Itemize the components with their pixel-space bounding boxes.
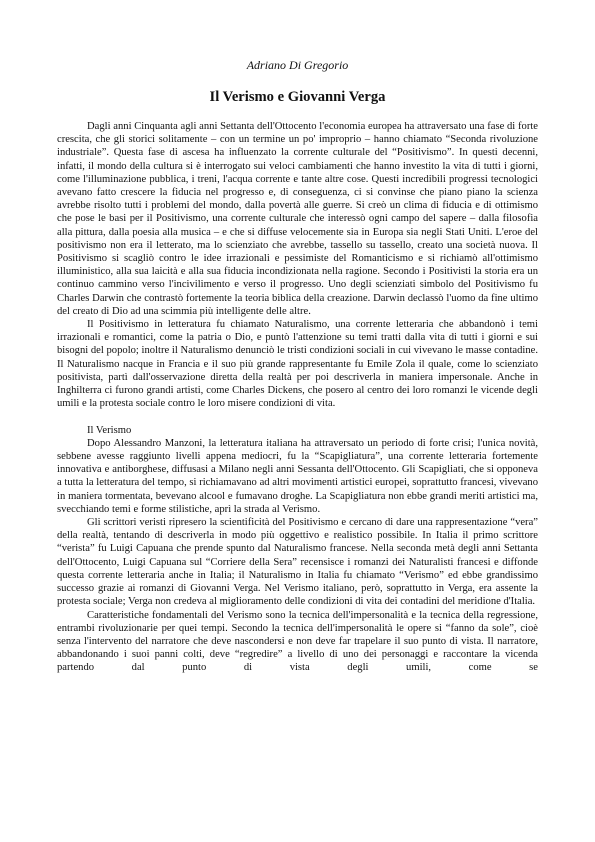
document-body [57, 120, 538, 675]
paragraph-spacer [57, 410, 538, 423]
author-name: Adriano Di Gregorio [246, 58, 349, 72]
paragraph-veristi: Gli scrittori veristi ripresero la scientificità del Positivismo e cercano di dare una rappresentazione “vera” della realtà, tentando di descriverla in modo più oggettivo e realistico possibile. In Italia il primo scrittore “verista” fu Luigi Capuana che prende spunto dal Naturalismo francese. Nella seconda metà degli anni Settanta dell'Ottocento, Luigi Capuana sul “Corriere della Sera” recensisce i romanzi dei Naturalisti francesi e diffonde questa corrente letteraria anche in Italia; il Naturalismo in Italia fu chiamato “Verismo” ed ebbe grandissimo successo grazie ai romanzi di Giovanni Verga. Nel Verismo italiano, però, soprattutto in Verga, era assente la protesta sociale; Verga non credeva al miglioramento delle condizioni di vita dei contadini del meridione d'Italia. [57, 517, 538, 608]
document-title: Il Verismo e Giovanni Verga [209, 89, 386, 105]
paragraph-naturalismo: Il Positivismo in letteratura fu chiamato Naturalismo, una corrente letteraria che abbandonò i temi irrazionali e romantici, come la patria o Dio, e puntò l'attenzione su temi tratti dalla vita di tutti i giorni e sui bisogni del popolo; inoltre il Naturalismo denunciò le tristi condizioni sociali in cui vivevano le masse contadine. Il Naturalismo nacque in Francia e il suo più grande rappresentante fu Emile Zola il quale, come lo scienziato positivista, partì dall'osservazione diretta della realtà per poi descriverla in maniera impersonale. Anche in Inghilterra ci furono grandi artisti, come Charles Dickens, che posero al centro dei loro romanzi le vicende degli umili e la protesta sociale contro le loro misere condizioni di vita. [57, 319, 538, 410]
paragraph-positivismo: Dagli anni Cinquanta agli anni Settanta dell'Ottocento l'economia europea ha attraversato una fase di forte crescita, che gli storici solitamente – con un termine un po' improprio – hanno chiamato “Seconda rivoluzione industriale”. Questa fase di ascesa ha influenzato la corrente culturale del “Positivismo”. In questi decenni, infatti, il mondo della cultura si è interrogato sui veloci cambiamenti che hanno investito la vita di tutti i giorni, come l'illuminazione pubblica, i treni, l'acqua corrente e tante altre cose. Questi incredibili progressi tecnologici avevano fatto crescere la fiducia nel progresso e, di conseguenza, ci si convinse che piano piano la scienza avrebbe risolto tutti i problemi del mondo, dalla povertà alle guerre. Si creò un clima di fiducia e di ottimismo che pose le basi per il Positivismo, una corrente culturale che interessò ogni campo del sapere – dalla filosofia alla pittura, dalla poesia alla musica – e che si diffuse velocemente sia in Europa sia negli Stati Uniti. L'eroe del positivismo non era il letterato, ma lo scienziato che avrebbe, tassello su tassello, creato una società nuova. Il Positivismo si scagliò contro le idee irrazionali e pessimiste del Romanticismo e si richiamò all'ottimismo illuministico, alla sua laicità e alla sua fiducia incondizionata nella ragione. Secondo i Positivisti la storia era un continuo cammino verso l'incivilimento e verso il progresso. Uno degli scienziati simbolo del Positivismo fu Charles Darwin che contrastò fortemente la teoria biblica della creazione. Darwin declassò l'uomo da fine ultimo del creato di Dio ad una scimmia più intelligente delle altre. [57, 121, 538, 317]
section-heading-verismo: Il Verismo [87, 424, 132, 436]
paragraph-caratteristiche: Caratteristiche fondamentali del Verismo sono la tecnica dell'impersonalità e la tecnica della regressione, entrambi rivoluzionarie per quei tempi. Secondo la tecnica dell'impersonalità le opere si “fanno da sole”, cioè senza l'intervento del narratore che deve nascondersi e non deve far trapelare il suo punto di vista. Il narratore, abbandonando i suoi panni colti, deve “regredire” a livello di uno dei personaggi e raccontare la vicenda partendo dal punto di vista degli umili, come se [57, 609, 538, 674]
paragraph-scapigliatura: Dopo Alessandro Manzoni, la letteratura italiana ha attraversato un periodo di forte crisi; l'unica novità, sebbene avesse raggiunto livelli appena mediocri, fu la “Scapigliatura”, una corrente letteraria fortemente innovativa e antiborghese, diffusasi a Milano negli anni Sessanta dell'Ottocento. Gli Scapigliati, che si opponeva a tutta la letteratura del tempo, si richiamavano ad altri movimenti artistici europei, soprattutto francesi, vivevano in maniera tormentata, bevevano alcool e fumavano droghe. La Scapigliatura non ebbe grandi meriti artistici ma, svecchiando temi e forme stilistiche, aprì la strada al Verismo. [57, 437, 538, 515]
